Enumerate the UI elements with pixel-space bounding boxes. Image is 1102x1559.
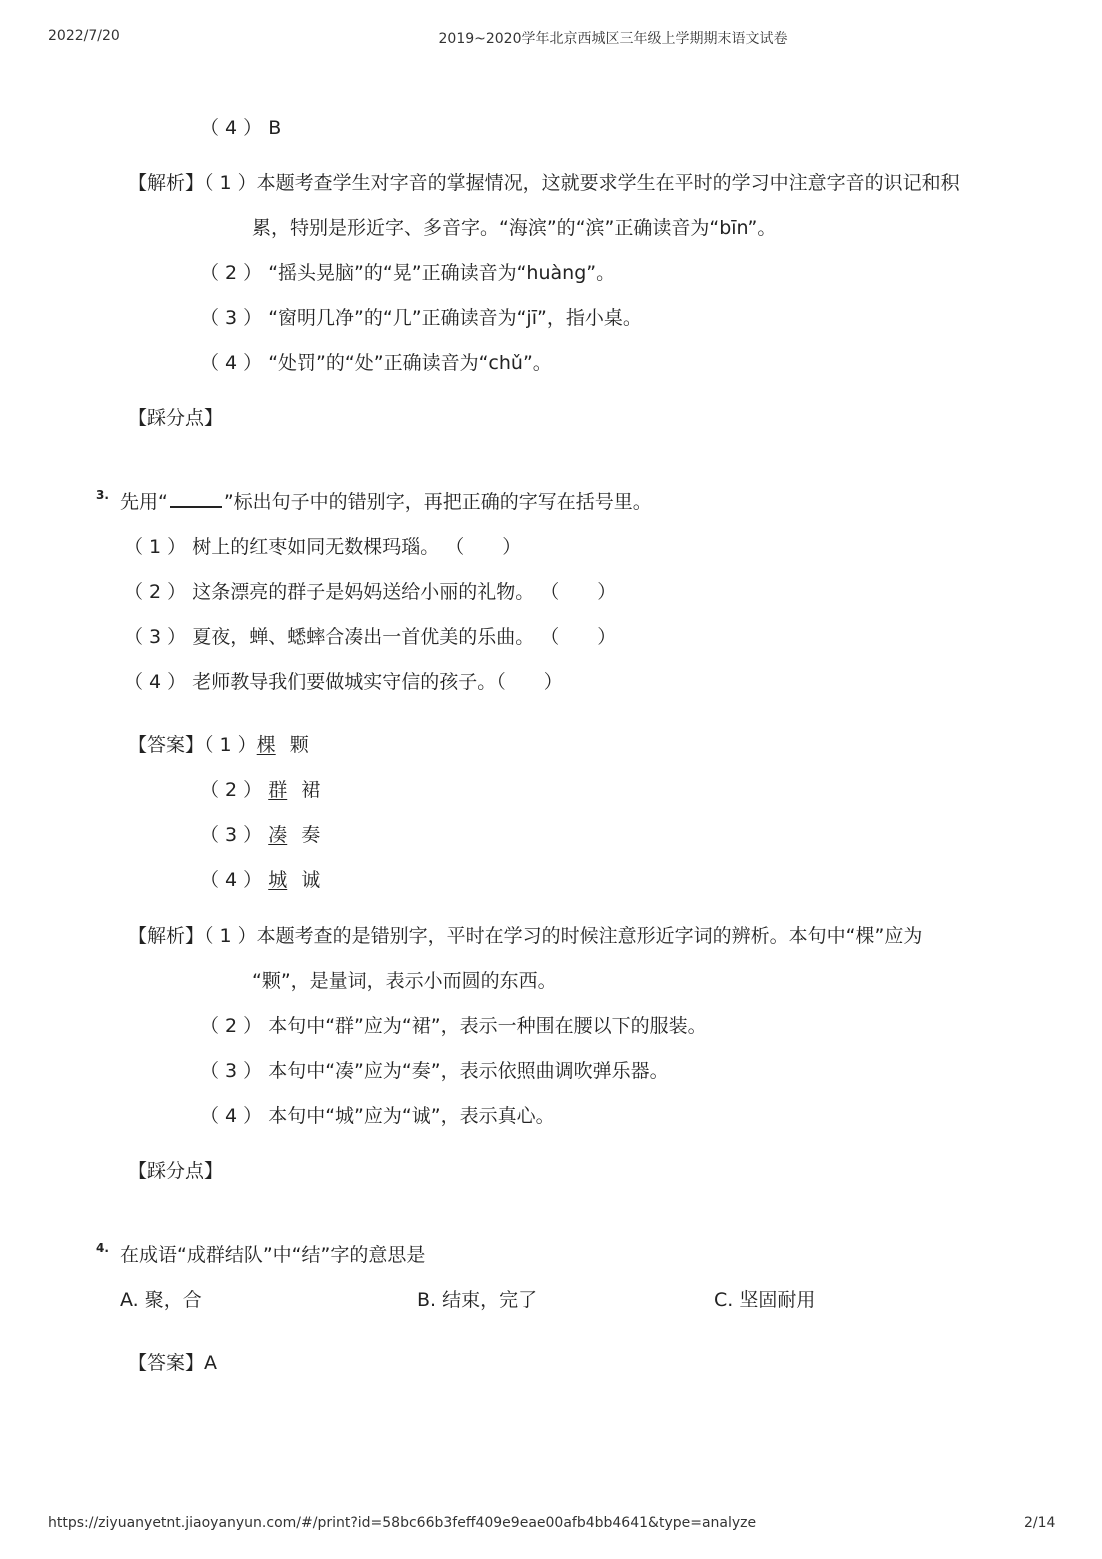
q3-stem-after: ”标出句子中的错别字，再把正确的字写在括号里。 (223, 491, 652, 513)
wrong-char: 城 (268, 869, 288, 891)
correct-char: 奏 (301, 824, 321, 846)
q4-option-c: C. 坚固耐用 (714, 1289, 816, 1311)
answer-number: （ 1 ） (204, 734, 257, 756)
q4-option-b: B. 结束，完了 (417, 1289, 538, 1311)
q4-answer: 【答案】A (128, 1352, 217, 1374)
q3-answer-1 (128, 733, 309, 757)
q3-scoring-points-label: 【踩分点】 (128, 1160, 224, 1182)
q3-item-1: （ 1 ） 树上的红枣如同无数棵玛瑙。 （ ） (124, 536, 522, 558)
answer-number: （ 2 ） (200, 779, 269, 801)
q2-answer-4: （ 4 ） B (200, 117, 282, 139)
q3-item-4: （ 4 ） 老师教导我们要做城实守信的孩子。（ ） (124, 671, 563, 693)
underline-blank (170, 490, 222, 508)
q3-answer-3 (200, 823, 320, 847)
q2-analysis-line-2: 累，特别是形近字、多音字。“海滨”的“滨”正确读音为“bīn”。 (252, 217, 777, 239)
analysis-label: 【解析】 (128, 925, 205, 947)
print-date: 2022/7/20 (48, 28, 120, 44)
q2-analysis-line-1 (128, 171, 960, 195)
wrong-char: 凑 (268, 824, 288, 846)
q4-option-a: A. 聚，合 (120, 1289, 202, 1311)
correct-char: 裙 (301, 779, 321, 801)
q3-item-2: （ 2 ） 这条漂亮的群子是妈妈送给小丽的礼物。 （ ） (124, 581, 617, 603)
analysis-text: （ 1 ）本题考查学生对字音的掌握情况，这就要求学生在平时的学习中注意字音的识记和积 (204, 172, 960, 194)
q3-analysis-line-1 (128, 924, 922, 948)
q2-analysis-line-4: （ 3 ） “窗明几净”的“几”正确读音为“jī”，指小桌。 (200, 307, 642, 329)
correct-char: 颗 (289, 734, 309, 756)
document-title: 2019~2020学年北京西城区三年级上学期期末语文试卷 (438, 31, 788, 47)
q3-analysis-line-3: （ 2 ） 本句中“群”应为“裙”，表示一种围在腰以下的服装。 (200, 1015, 707, 1037)
q4-number: 4. (96, 1241, 109, 1255)
q4-stem: 在成语“成群结队”中“结”字的意思是 (120, 1244, 426, 1266)
q2-analysis-line-3: （ 2 ） “摇头晃脑”的“晃”正确读音为“huàng”。 (200, 262, 616, 284)
q3-analysis-line-2: “颗”，是量词，表示小而圆的东西。 (252, 970, 557, 992)
q2-scoring-points-label: 【踩分点】 (128, 407, 224, 429)
page-number: 2/14 (1024, 1515, 1056, 1531)
q3-analysis-line-4: （ 3 ） 本句中“凑”应为“奏”，表示依照曲调吹弹乐器。 (200, 1060, 669, 1082)
q2-analysis-line-5: （ 4 ） “处罚”的“处”正确读音为“chǔ”。 (200, 352, 552, 374)
q3-stem (120, 490, 652, 514)
wrong-char: 群 (268, 779, 288, 801)
analysis-label: 【解析】 (128, 172, 205, 194)
correct-char: 诚 (301, 869, 321, 891)
q3-answer-4 (200, 868, 320, 892)
q3-answer-2 (200, 778, 320, 802)
wrong-char: 棵 (256, 734, 276, 756)
q3-stem-before: 先用“ (120, 491, 168, 513)
analysis-text: （ 1 ）本题考查的是错别字，平时在学习的时候注意形近字词的辨析。本句中“棵”应为 (204, 925, 923, 947)
answer-number: （ 3 ） (200, 824, 269, 846)
q3-number: 3. (96, 488, 109, 502)
answer-number: （ 4 ） (200, 869, 269, 891)
answer-label: 【答案】 (128, 734, 205, 756)
q3-item-3: （ 3 ） 夏夜，蝉、蟋蟀合凑出一首优美的乐曲。 （ ） (124, 626, 617, 648)
page-url: https://ziyuanyetnt.jiaoyanyun.com/#/print?id=58bc66b3feff409e9eae00afb4bb4641&type=analyze (48, 1515, 757, 1531)
q3-analysis-line-5: （ 4 ） 本句中“城”应为“诚”，表示真心。 (200, 1105, 555, 1127)
